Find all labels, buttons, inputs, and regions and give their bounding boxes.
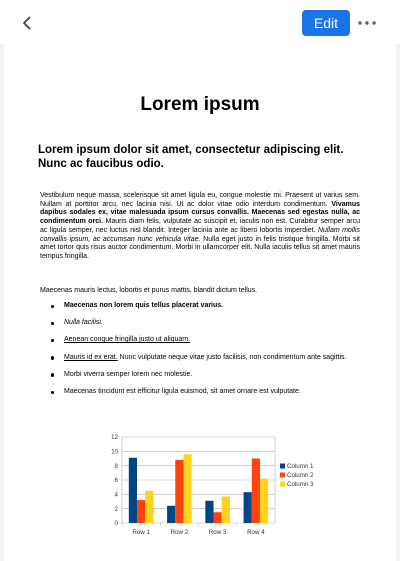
y-tick-label: 12 [111, 434, 118, 442]
legend-label: Column 2 [287, 472, 314, 479]
edit-button[interactable]: Edit [302, 10, 350, 36]
bar-column-1 [129, 458, 137, 523]
list-item [40, 388, 360, 397]
paragraph-text: Mauris diam felis, vulputate ac suscipit et, iaculis non est. Curabitur semper arcu ac ligula semper, nec luctus nisl blandit. Integer lacinia ante ac libero lobortis imperdiet. [40, 218, 360, 234]
x-tick-label: Row 1 [132, 529, 150, 536]
bar-column-2 [137, 500, 145, 523]
list-item [40, 371, 360, 380]
underlined-text: Aenean congue fringilla justo ut aliquam. [64, 336, 191, 344]
list-item [40, 336, 360, 345]
body-paragraph: Maecenas mauris lectus, lobortis et purus mattis, blandit dictum tellus. [40, 287, 258, 294]
bar-column-2 [214, 512, 222, 523]
legend-swatch [280, 473, 285, 478]
bar-column-3 [260, 479, 268, 523]
y-tick-label: 8 [114, 462, 118, 470]
bar-column-3 [145, 491, 153, 523]
bullet-list [40, 302, 360, 405]
list-item [40, 302, 360, 311]
more-horizontal-icon [357, 20, 377, 26]
bar-chart [104, 430, 324, 542]
bar-column-2 [175, 460, 183, 523]
y-tick-label: 2 [114, 505, 118, 513]
bar-column-2 [252, 459, 260, 524]
list-item [40, 354, 360, 363]
document-title: Lorem ipsum [140, 94, 260, 115]
bar-column-1 [167, 506, 175, 523]
x-tick-label: Row 3 [208, 529, 227, 536]
legend-swatch [280, 482, 285, 487]
more-options-button[interactable] [356, 12, 378, 34]
bold-text: Maecenas non lorem quis tellus placerat varius. [64, 302, 224, 309]
body-paragraph [40, 192, 360, 262]
paragraph-text: Vestibulum neque massa, scelerisque sit amet ligula eu, congue molestie mi. Praesent ut varius sem. Nullam at porttitor arcu, nec lacinia nisi. Ut ac dolor vitae odio interdum condimentum. [40, 192, 360, 208]
list-item [40, 319, 360, 328]
list-item-text: Morbi viverra semper lorem nec molestie. [64, 370, 193, 378]
y-tick-label: 10 [111, 448, 118, 456]
y-tick-label: 4 [114, 491, 118, 499]
paragraph-text: Nulla eget justo in felis tristique fringilla. Morbi sit amet tortor quis risus auctor condimentum. Morbi in ullamcorper elit. Nulla iaculis tellus sit amet mauris tempus fringilla. [40, 235, 360, 260]
bar-chart-svg [104, 430, 324, 542]
top-app-bar [0, 0, 400, 44]
bar-column-1 [244, 492, 252, 523]
y-tick-label: 6 [114, 477, 118, 485]
italic-text: Nulla facilisi. [64, 319, 103, 327]
bar-column-3 [183, 454, 191, 523]
chevron-left-icon [20, 16, 34, 30]
document-page [4, 44, 396, 561]
y-tick-label: 0 [114, 520, 118, 528]
link-text[interactable]: Mauris id ex erat. [64, 353, 118, 361]
bar-column-1 [205, 501, 213, 523]
list-item-text: Nunc vulputate neque vitae justo facilisis, non condimentum ante sagittis. [117, 353, 347, 361]
x-tick-label: Row 4 [247, 529, 265, 536]
legend-label: Column 3 [287, 481, 314, 488]
italic-text: Nullam mollis convallis ipsum, ac accumsan nunc vehicula vitae. [40, 226, 360, 243]
legend-label: Column 1 [287, 463, 314, 470]
bar-column-3 [222, 496, 230, 523]
list-item-text: Maecenas tincidunt est efficitur ligula euismod, sit amet ornare est vulputate. [64, 388, 301, 396]
document-subtitle: Lorem ipsum dolor sit amet, consectetur adipiscing elit. Nunc ac faucibus odio. [38, 144, 344, 170]
x-tick-label: Row 2 [170, 529, 189, 536]
back-button[interactable] [14, 10, 40, 36]
bold-text: Vivamus dapibus sodales ex, vitae malesuada ipsum cursus convallis. Maecenas sed egestas nulla, ac condimentum orci. [40, 200, 360, 226]
legend-swatch [280, 464, 285, 469]
